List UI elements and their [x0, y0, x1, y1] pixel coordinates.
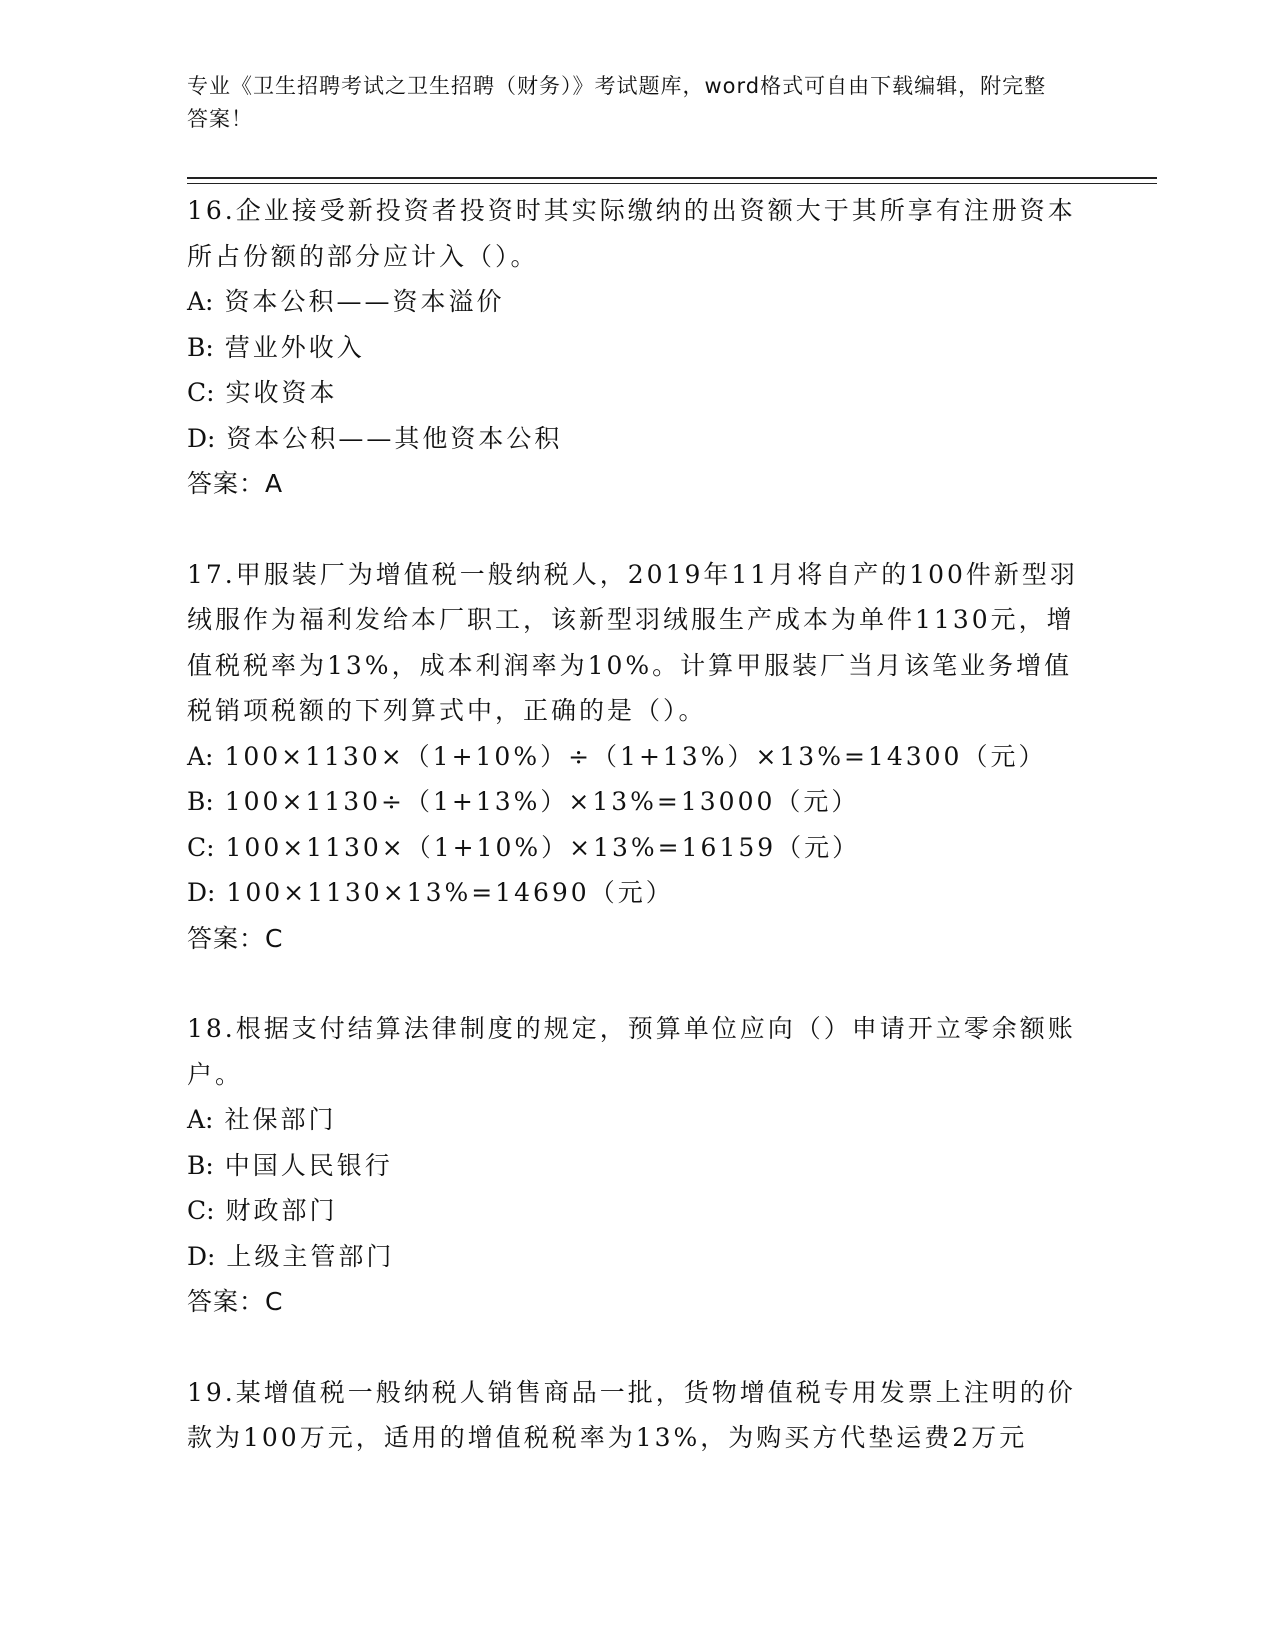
option-text: 资本公积——其他资本公积	[226, 423, 563, 453]
answer-label: 答案：C	[187, 1287, 284, 1316]
answer-label: 答案：C	[187, 923, 284, 953]
option-c	[187, 370, 1087, 416]
option-text: 实收资本	[225, 378, 338, 407]
option-key: D:	[187, 878, 216, 907]
option-a	[187, 734, 1087, 780]
option-b	[187, 325, 1087, 371]
option-d	[187, 1234, 1087, 1280]
option-d	[187, 870, 1087, 916]
option-key: D:	[187, 423, 216, 453]
question-list	[187, 188, 1087, 1506]
option-key: C:	[187, 1196, 215, 1225]
option-text: 100×1130×（1+10%）÷（1+13%）×13%=14300（元）	[224, 741, 1047, 771]
option-key: B:	[187, 1150, 214, 1180]
option-d	[187, 416, 1087, 462]
question-19	[187, 1370, 1087, 1461]
question-16	[187, 188, 1087, 507]
option-c	[187, 1188, 1087, 1234]
option-text: 中国人民银行	[224, 1150, 393, 1180]
option-text: 100×1130×13%=14690（元）	[226, 878, 674, 907]
option-b	[187, 1143, 1087, 1189]
option-key: A:	[187, 1105, 214, 1134]
option-key: C:	[187, 378, 215, 407]
option-b	[187, 779, 1087, 825]
answer-label: 答案：A	[187, 469, 284, 498]
question-text: 16.企业接受新投资者投资时其实际缴纳的出资额大于其所享有注册资本所占份额的部分应计入（）。	[187, 196, 1076, 271]
option-text: 社保部门	[224, 1105, 337, 1134]
option-key: A:	[187, 287, 214, 316]
option-a	[187, 279, 1087, 325]
option-a	[187, 1097, 1087, 1143]
option-text: 100×1130×（1+10%）×13%=16159（元）	[225, 832, 861, 862]
option-key: A:	[187, 741, 214, 771]
option-key: B:	[187, 332, 214, 362]
option-key: D:	[187, 1241, 216, 1271]
question-text: 18.根据支付结算法律制度的规定，预算单位应向（）申请开立零余额账户。	[187, 1014, 1076, 1089]
option-key: C:	[187, 832, 215, 862]
option-text: 100×1130÷（1+13%）×13%=13000（元）	[224, 787, 860, 816]
question-text: 19.某增值税一般纳税人销售商品一批，货物增值税专用发票上注明的价款为100万元，适用的增值税税率为13%，为购买方代垫运费2万元	[187, 1377, 1076, 1452]
question-text: 17.甲服装厂为增值税一般纳税人，2019年11月将自产的100件新型羽绒服作为福利发给本厂职工，该新型羽绒服生产成本为单件1130元，增值税税率为13%，成本利润率为10%。计算甲服装厂当月该笔业务增值税销项税额的下列算式中，正确的是（）。	[187, 559, 1078, 725]
header-rule-thick	[187, 177, 1157, 179]
option-key: B:	[187, 787, 214, 816]
question-18	[187, 1006, 1087, 1325]
option-text: 上级主管部门	[226, 1241, 395, 1271]
option-text: 营业外收入	[224, 332, 365, 362]
option-text: 财政部门	[225, 1196, 338, 1225]
option-text: 资本公积——资本溢价	[224, 287, 505, 316]
question-17	[187, 552, 1087, 962]
document-header: 专业《卫生招聘考试之卫生招聘（财务）》考试题库，word格式可自由下载编辑，附完整答案！	[187, 74, 1047, 131]
header-rule-thin	[187, 183, 1157, 184]
option-c	[187, 825, 1087, 871]
